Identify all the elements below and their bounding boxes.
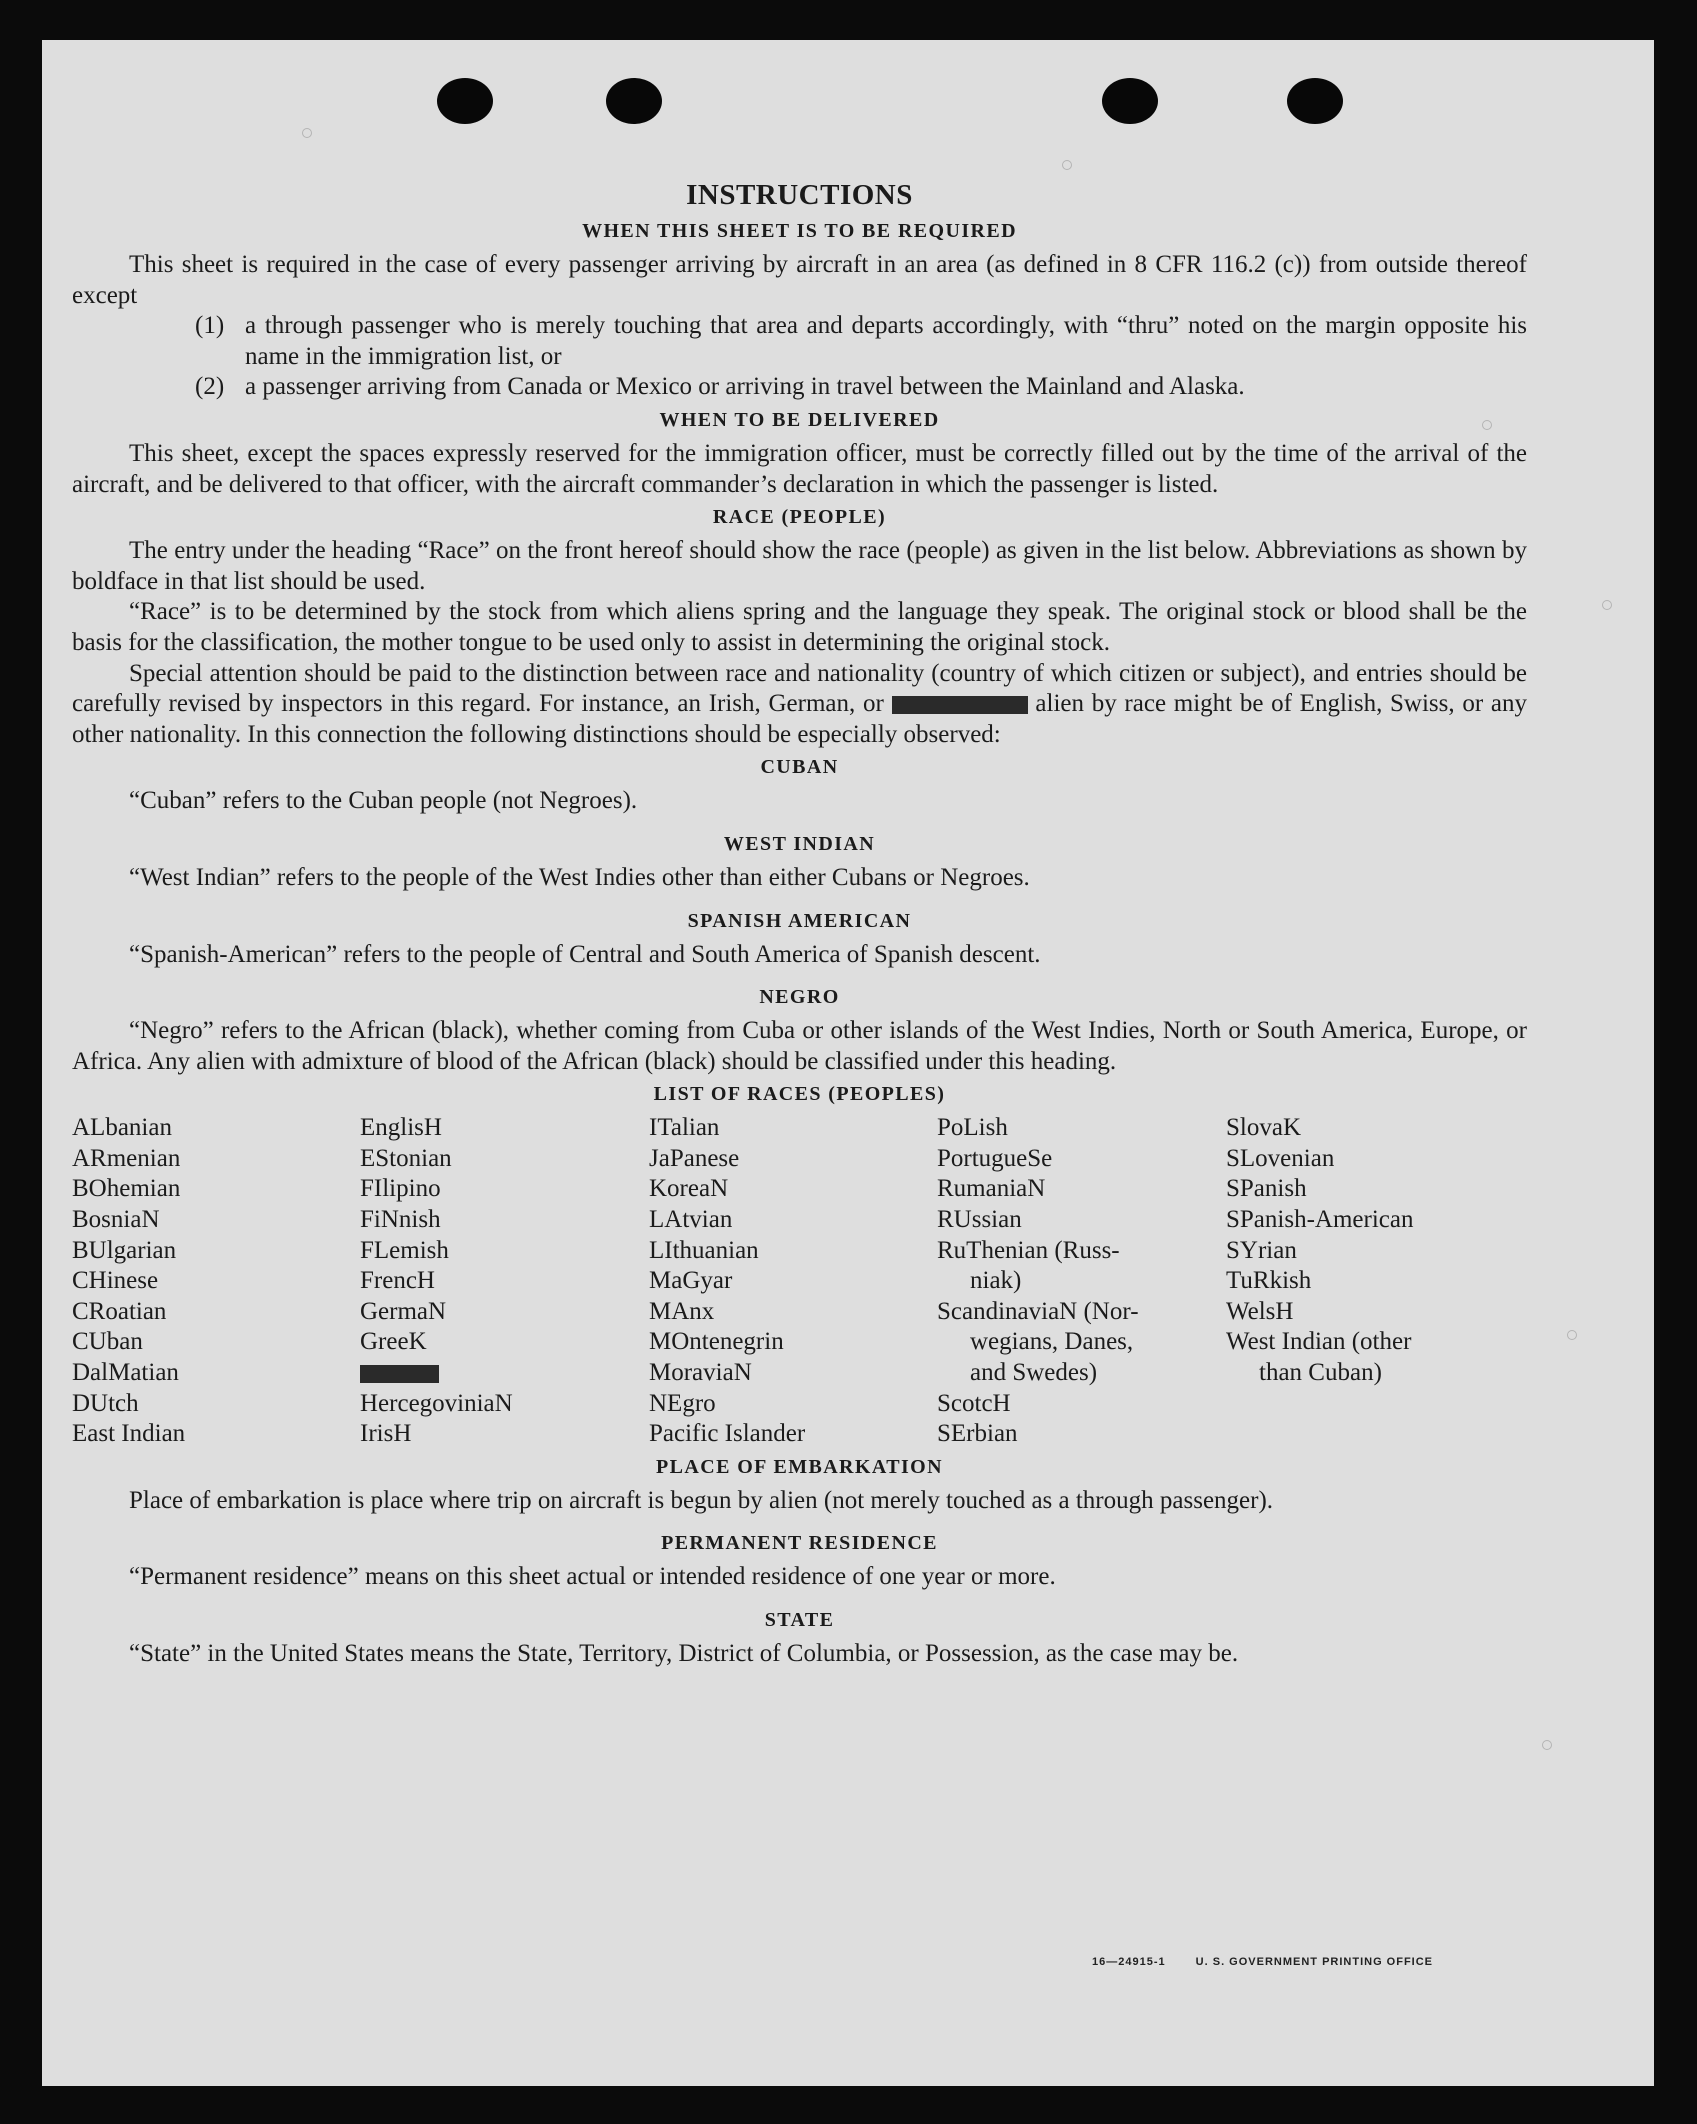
race-entry: SLovenian bbox=[1226, 1144, 1335, 1172]
state-text: “State” in the United States means the State, Territory, District of Columbia, or Possession, as the case may be. bbox=[129, 1640, 1239, 1667]
race-entry: RuThenian (Russ- bbox=[937, 1236, 1120, 1264]
race-entry: WelsH bbox=[1226, 1297, 1294, 1325]
heading-cuban: CUBAN bbox=[760, 756, 839, 779]
west-indian-text: “West Indian” refers to the people of the West Indies other than either Cubans or Negroes. bbox=[129, 863, 1030, 891]
exception-text: a passenger arriving from Canada or Mexico or arriving in travel between the Mainland and Alaska. bbox=[245, 373, 1245, 401]
race-entry: SlovaK bbox=[1226, 1114, 1301, 1142]
race-entry: IrisH bbox=[360, 1420, 412, 1448]
race-entry: DalMatian bbox=[72, 1359, 179, 1387]
heading-list-of-races: LIST OF RACES (PEOPLES) bbox=[653, 1083, 946, 1106]
race-entry: CRoatian bbox=[72, 1297, 167, 1325]
race-entry: BosniaN bbox=[72, 1206, 160, 1234]
heading-spanish-american: SPANISH AMERICAN bbox=[687, 909, 912, 932]
spanish-american-text: “Spanish-American” refers to the people of Central and South America of Spanish descent. bbox=[129, 940, 1041, 968]
race-entry: FiNnish bbox=[360, 1206, 441, 1234]
race-paragraph-1: The entry under the heading “Race” on the front hereof should show the race (people) as given in the list below. Abbreviations as shown by boldface in that list should be used. bbox=[72, 537, 1527, 595]
race-entry: DUtch bbox=[72, 1389, 139, 1417]
race-entry: FIlipino bbox=[360, 1175, 441, 1203]
paper-speck bbox=[1567, 1330, 1577, 1340]
race-entry: ARmenian bbox=[72, 1144, 181, 1172]
when-required-intro: This sheet is required in the case of every passenger arriving by aircraft in an area (as defined in 8 CFR 116.2 (c)) from outside thereof except bbox=[72, 251, 1527, 309]
race-entry: SErbian bbox=[937, 1420, 1018, 1448]
race-entry: EStonian bbox=[360, 1144, 452, 1172]
exception-number: (2) bbox=[195, 373, 225, 401]
race-entry: PoLish bbox=[937, 1114, 1008, 1142]
race-entry-continued: wegians, Danes, bbox=[970, 1328, 1134, 1356]
race-entry: Pacific Islander bbox=[649, 1420, 806, 1448]
race-entry: ScandinaviaN (Nor- bbox=[937, 1297, 1139, 1325]
redacted-word bbox=[892, 696, 1028, 714]
when-delivered-text: This sheet, except the spaces expressly reserved for the immigration officer, must be correctly filled out by the time of the arrival of the aircraft, and be delivered to that officer, with the aircraft commander’s declaration in which the passenger is listed. bbox=[72, 439, 1527, 498]
race-entry: MoraviaN bbox=[649, 1359, 752, 1387]
heading-state: STATE bbox=[764, 1609, 835, 1631]
document-sheet bbox=[42, 40, 1654, 2086]
cuban-text: “Cuban” refers to the Cuban people (not Negroes). bbox=[129, 787, 638, 815]
race-entry: KoreaN bbox=[649, 1175, 729, 1203]
races-list bbox=[72, 1113, 1527, 1450]
race-entry: ALbanian bbox=[72, 1114, 172, 1142]
embarkation-text: Place of embarkation is place where trip on aircraft is begun by alien (not merely touched as a through passenger). bbox=[129, 1486, 1274, 1514]
exception-text: a through passenger who is merely touching that area and departs accordingly, with “thru” noted on the margin opposite his name in the immigration list, or bbox=[245, 312, 1527, 370]
race-paragraph-3 bbox=[72, 659, 1527, 751]
permanent-residence-text: “Permanent residence” means on this sheet actual or intended residence of one year or more. bbox=[129, 1563, 1056, 1591]
form-footer bbox=[1092, 1956, 1433, 1968]
form-number: 16—24915-1 bbox=[1092, 1956, 1166, 1968]
heading-when-required: WHEN THIS SHEET IS TO BE REQUIRED bbox=[582, 220, 1017, 242]
race-entry: RUssian bbox=[937, 1206, 1022, 1234]
paper-speck bbox=[302, 128, 312, 138]
exception-item bbox=[72, 372, 1527, 403]
race-paragraph-2: “Race” is to be determined by the stock from which aliens spring and the language they speak. The original stock or blood shall be the basis for the classification, the mother tongue to be used only to assist in determining the original stock. bbox=[72, 598, 1527, 656]
paper-speck bbox=[1062, 160, 1072, 170]
punch-hole bbox=[1287, 78, 1343, 124]
page-title: INSTRUCTIONS bbox=[686, 179, 913, 211]
race-entry: West Indian (other bbox=[1226, 1328, 1412, 1356]
races-column bbox=[360, 1113, 649, 1450]
heading-race: RACE (PEOPLE) bbox=[712, 506, 887, 529]
race-entry: MaGyar bbox=[649, 1267, 733, 1295]
race-paragraph-3-start: Special attention should be paid to the distinction between race and nationality (country of which citizen or subject), and entries should be carefully revised by inspectors in this regard. For instance, an Irish, German, or bbox=[72, 659, 1527, 718]
race-entry: HercegoviniaN bbox=[360, 1389, 513, 1417]
punch-hole bbox=[606, 78, 662, 124]
race-entry: NEgro bbox=[649, 1389, 716, 1417]
race-entry: CHinese bbox=[72, 1267, 159, 1295]
exception-item bbox=[72, 311, 1527, 372]
race-entry: FrencH bbox=[360, 1267, 435, 1295]
race-entry: CUban bbox=[72, 1328, 143, 1356]
race-paragraph-3-end: alien by race might be of English, Swiss, or any other nationality. In this connection the following distinctions should be especially observed: bbox=[72, 690, 1528, 748]
races-column bbox=[72, 1113, 360, 1450]
race-entry: RumaniaN bbox=[937, 1175, 1046, 1203]
heading-embarkation: PLACE OF EMBARKATION bbox=[656, 1455, 943, 1478]
race-entry: SPanish bbox=[1226, 1175, 1307, 1203]
race-entry: FLemish bbox=[360, 1236, 449, 1264]
races-column bbox=[937, 1113, 1226, 1450]
paper-speck bbox=[1542, 1740, 1552, 1750]
race-entry-continued: than Cuban) bbox=[1259, 1359, 1382, 1387]
heading-when-delivered: WHEN TO BE DELIVERED bbox=[659, 408, 940, 431]
race-entry: TuRkish bbox=[1226, 1267, 1312, 1295]
race-entry: PortugueSe bbox=[937, 1144, 1053, 1172]
race-entry: ITalian bbox=[649, 1114, 720, 1142]
race-entry: MOntenegrin bbox=[649, 1328, 784, 1356]
races-column bbox=[1226, 1113, 1526, 1450]
heading-west-indian: WEST INDIAN bbox=[723, 832, 876, 855]
exception-number: (1) bbox=[195, 312, 225, 340]
punch-hole bbox=[437, 78, 493, 124]
instructions-body bbox=[72, 178, 1527, 1670]
printer-imprint: U. S. GOVERNMENT PRINTING OFFICE bbox=[1195, 1956, 1434, 1968]
race-entry: BOhemian bbox=[72, 1175, 181, 1203]
race-entry-continued: and Swedes) bbox=[970, 1359, 1098, 1387]
race-entry: East Indian bbox=[72, 1420, 186, 1448]
race-entry: GermaN bbox=[360, 1297, 447, 1325]
race-entry: MAnx bbox=[649, 1297, 715, 1325]
race-entry: JaPanese bbox=[649, 1144, 740, 1172]
race-entry: BUlgarian bbox=[72, 1236, 177, 1264]
races-column bbox=[649, 1113, 937, 1450]
paper-speck bbox=[1602, 600, 1612, 610]
race-entry: SPanish-American bbox=[1226, 1206, 1414, 1234]
race-entry: EnglisH bbox=[360, 1114, 442, 1142]
race-entry: GreeK bbox=[360, 1328, 427, 1356]
redacted-word bbox=[360, 1365, 439, 1383]
race-entry-continued: niak) bbox=[970, 1267, 1022, 1295]
negro-text: “Negro” refers to the African (black), whether coming from Cuba or other islands of the West Indies, North or South America, Europe, or Africa. Any alien with admixture of blood of the African (black) should be classified under this heading. bbox=[72, 1017, 1527, 1075]
race-entry-redacted bbox=[360, 1358, 649, 1389]
race-entry: SYrian bbox=[1226, 1236, 1297, 1264]
race-entry: ScotcH bbox=[937, 1389, 1011, 1417]
heading-permanent-residence: PERMANENT RESIDENCE bbox=[661, 1532, 938, 1555]
heading-negro: NEGRO bbox=[759, 986, 840, 1009]
race-entry: LAtvian bbox=[649, 1206, 733, 1234]
punch-hole bbox=[1102, 78, 1158, 124]
race-entry: LIthuanian bbox=[649, 1236, 759, 1264]
